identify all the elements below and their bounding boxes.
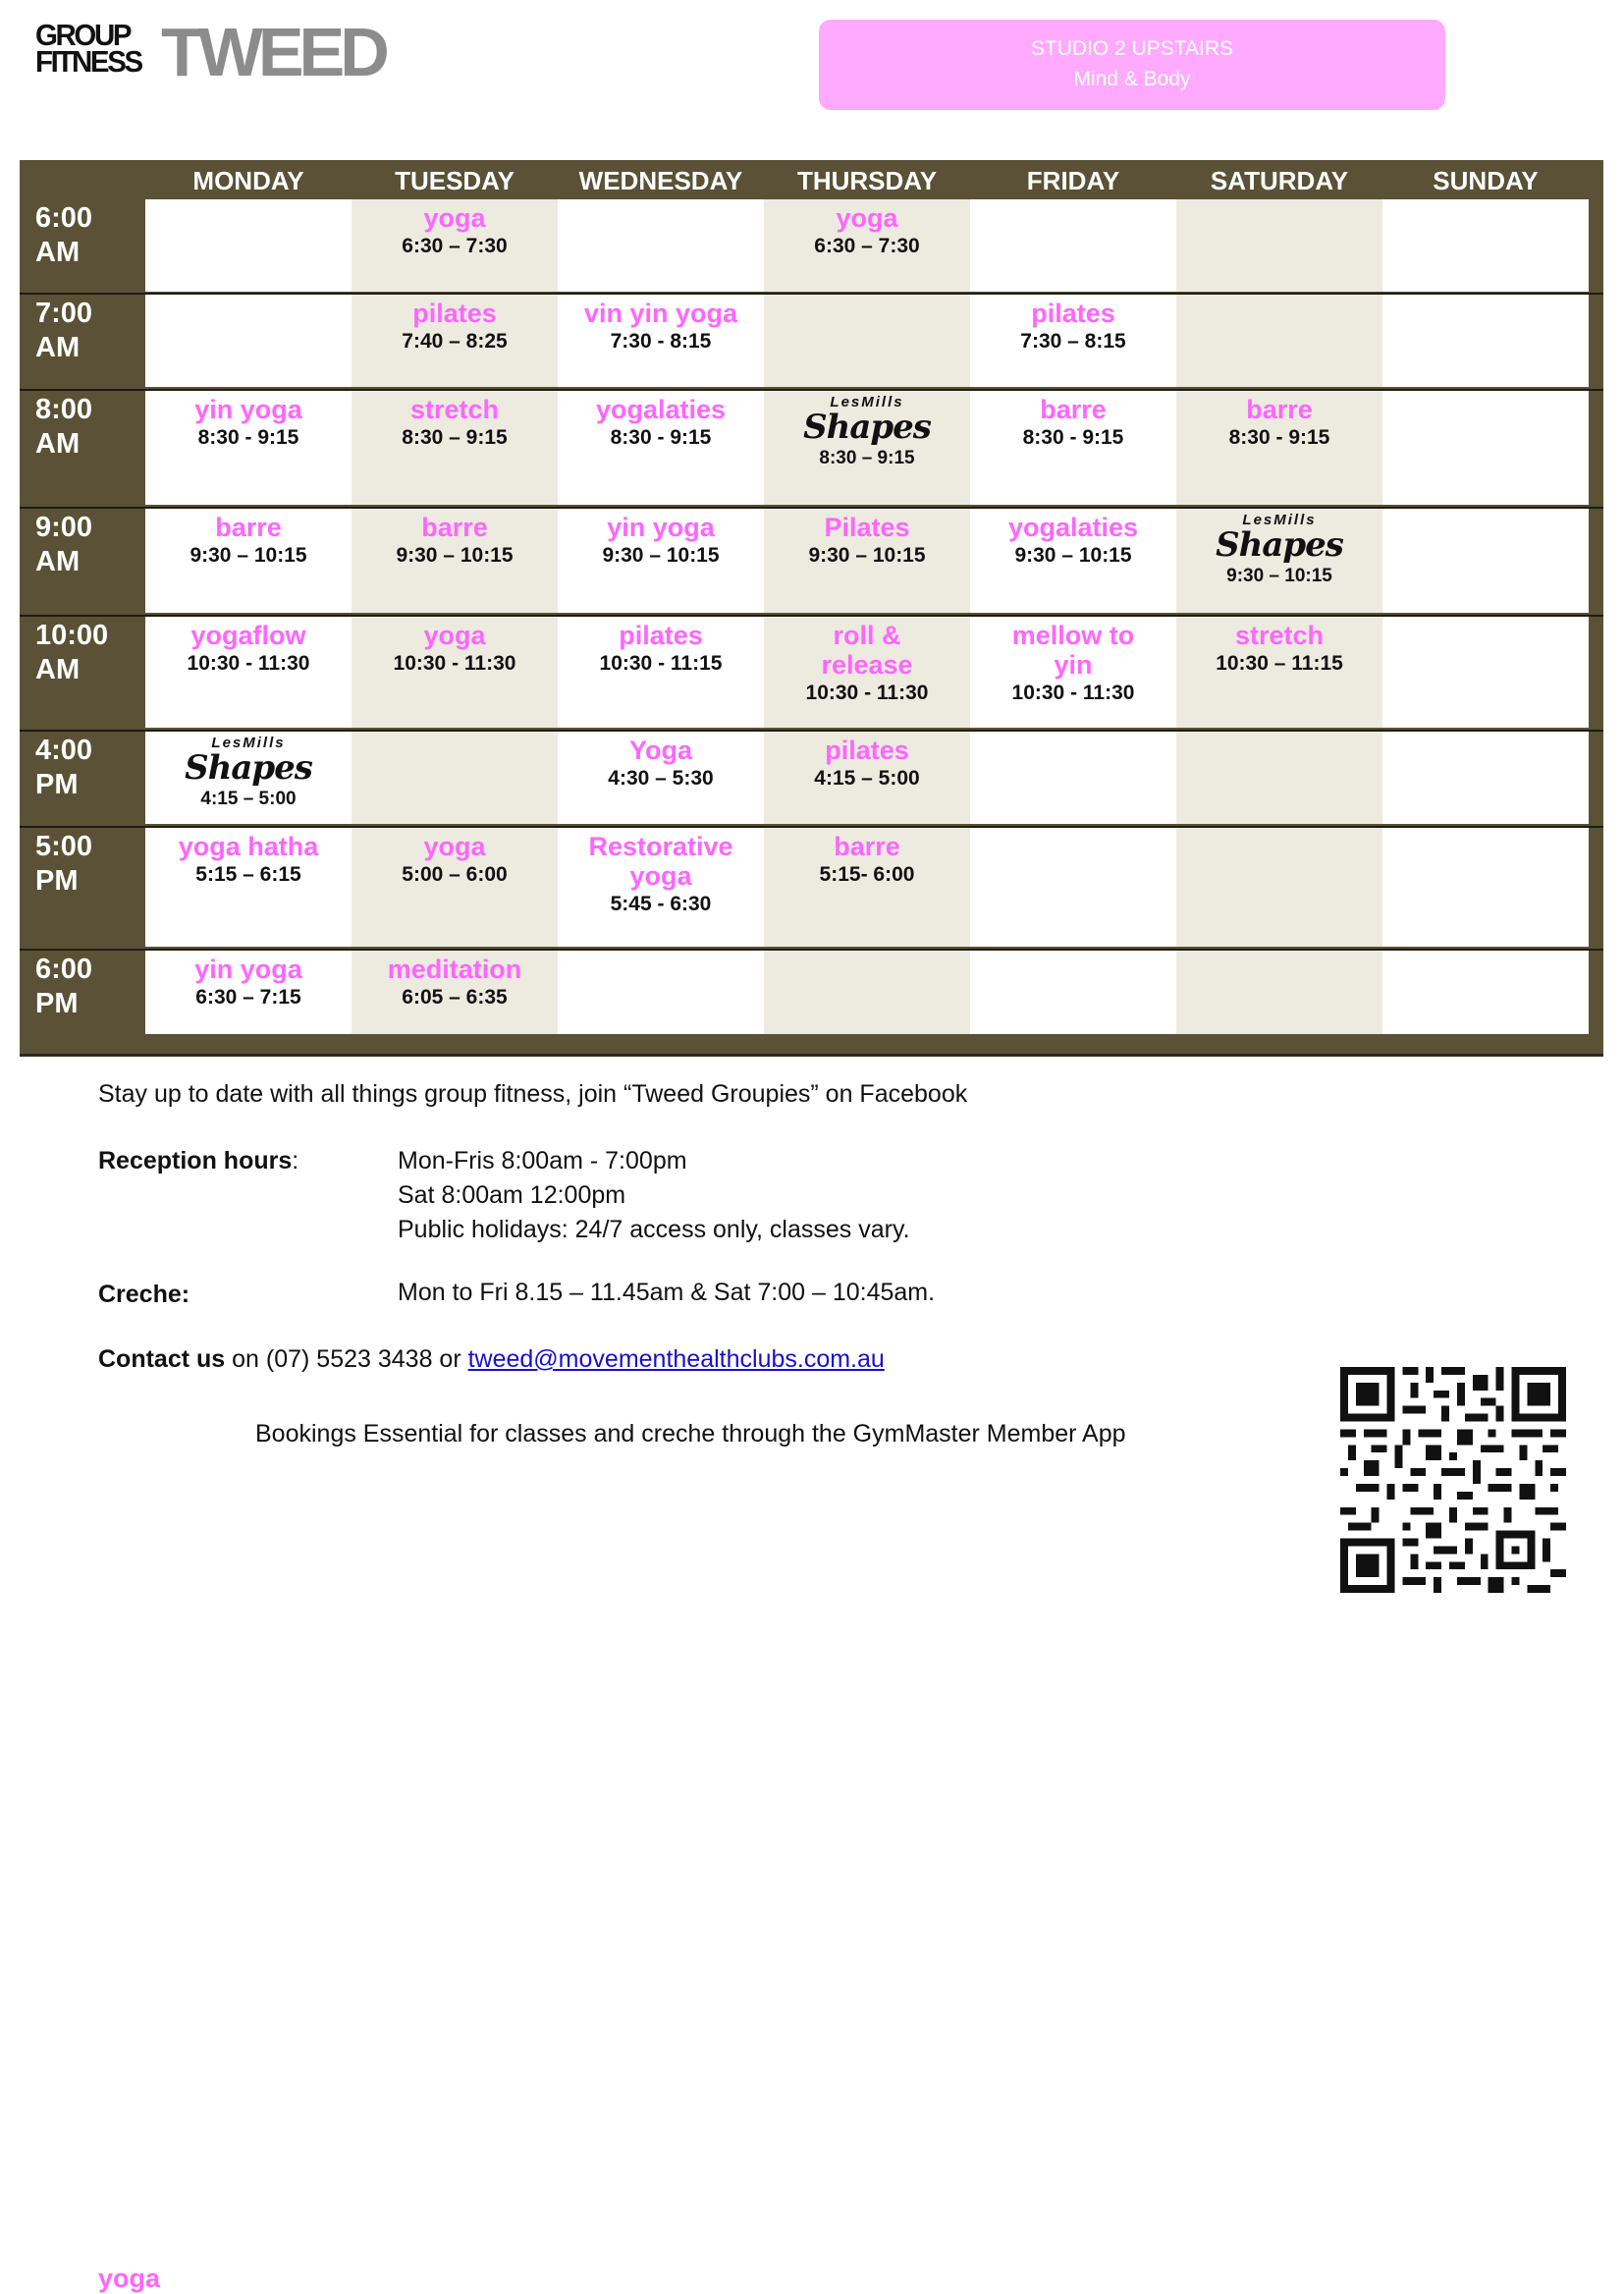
class-name: Yoga <box>628 736 692 765</box>
schedule-cell <box>1382 828 1589 947</box>
class-name: yogalaties <box>1007 513 1139 542</box>
schedule-cell <box>1176 732 1382 824</box>
time-label: 4:00 PM <box>35 735 93 800</box>
qr-code-icon[interactable] <box>1339 1367 1567 1593</box>
class-time: 5:15- 6:00 <box>819 863 915 886</box>
class-time: 6:30 – 7:30 <box>402 235 508 257</box>
schedule-cell <box>1176 828 1382 947</box>
class-name: stretch <box>409 395 500 424</box>
schedule-cell <box>558 295 764 387</box>
class-time: 5:45 - 6:30 <box>610 893 712 915</box>
schedule-cell <box>352 295 558 387</box>
day-header-saturday: SATURDAY <box>1210 166 1349 195</box>
class-name: meditation <box>387 955 522 984</box>
schedule-cell <box>352 199 558 292</box>
schedule-cell <box>558 509 764 613</box>
schedule-cell <box>558 391 764 505</box>
schedule-cell <box>145 391 352 505</box>
schedule-cell <box>1176 617 1382 728</box>
class-time: 9:30 – 10:15 <box>1014 544 1132 567</box>
class-time: 7:30 - 8:15 <box>610 330 712 353</box>
class-time: 10:30 - 11:15 <box>599 652 723 675</box>
schedule-cell <box>970 199 1176 292</box>
class-time: 8:30 - 9:15 <box>1022 426 1124 449</box>
schedule-cell <box>764 828 970 947</box>
class-time: 4:15 – 5:00 <box>814 767 920 790</box>
bookings-note: Bookings Essential for classes and creche through the GymMaster Member App <box>255 1420 1126 1447</box>
schedule-cell <box>145 199 352 292</box>
les-mills-shapes-logo: LesMills Shapes <box>803 394 931 447</box>
class-name: pilates <box>619 621 703 650</box>
time-label: 8:00 AM <box>35 394 93 460</box>
schedule-cell <box>558 732 764 824</box>
class-time: 9:30 – 10:15 <box>602 544 720 567</box>
schedule-cell <box>1176 199 1382 292</box>
class-time: 7:30 – 8:15 <box>1020 330 1126 353</box>
class-time: 6:05 – 6:35 <box>402 986 508 1009</box>
class-name: yoga <box>836 203 898 233</box>
schedule-cell <box>145 617 352 728</box>
class-name: yoga <box>423 832 486 861</box>
day-header-monday: MONDAY <box>192 166 304 195</box>
class-name: vin yin yoga <box>583 299 738 328</box>
day-header-friday: FRIDAY <box>1026 166 1120 195</box>
schedule-cell <box>1382 509 1589 613</box>
facebook-note: Stay up to date with all things group fitness, join “Tweed Groupies” on Facebook <box>98 1080 968 1108</box>
class-time: 10:30 - 11:30 <box>805 682 929 704</box>
class-time: 8:30 - 9:15 <box>610 426 712 449</box>
schedule-cell <box>1382 391 1589 505</box>
class-time: 10:30 – 11:15 <box>1216 652 1343 675</box>
class-name: barre <box>834 832 900 861</box>
time-label: 7:00 AM <box>35 298 93 363</box>
schedule-cell <box>1176 509 1382 613</box>
schedule-cell <box>970 617 1176 728</box>
class-time: 9:30 – 10:15 <box>189 544 307 567</box>
class-name: yogaflow <box>190 621 306 650</box>
schedule-cell <box>558 617 764 728</box>
class-name: barre <box>1040 395 1107 424</box>
schedule-cell <box>352 828 558 947</box>
schedule-cell <box>145 828 352 947</box>
schedule-cell <box>764 391 970 505</box>
class-time: 9:30 – 10:15 <box>396 544 514 567</box>
les-mills-shapes-logo: LesMills Shapes <box>1216 512 1343 565</box>
class-name: pilates <box>412 299 497 328</box>
schedule-cell <box>764 951 970 1034</box>
time-label: 9:00 AM <box>35 512 93 577</box>
schedule-cell <box>352 732 558 824</box>
studio-subtitle: Mind & Body <box>1073 68 1191 90</box>
schedule-cell <box>1382 951 1589 1034</box>
class-time: 10:30 - 11:30 <box>393 652 516 675</box>
class-time: 5:00 – 6:00 <box>402 863 508 886</box>
class-time: 10:30 - 11:30 <box>1011 682 1135 704</box>
schedule-cell <box>145 295 352 387</box>
class-time: 9:30 – 10:15 <box>1226 566 1332 586</box>
class-name: yoga <box>423 621 486 650</box>
day-header-wednesday: WEDNESDAY <box>578 166 743 195</box>
reception-label: Reception hours: <box>98 1147 299 1174</box>
class-name: pilates <box>825 736 909 765</box>
class-time: 9:30 – 10:15 <box>808 544 926 567</box>
class-time: 8:30 – 9:15 <box>402 426 508 449</box>
class-name: barre <box>421 513 488 542</box>
schedule-cell <box>558 199 764 292</box>
studio-title: STUDIO 2 UPSTAIRS <box>1030 37 1234 60</box>
time-label: 6:00 AM <box>35 202 93 268</box>
schedule-cell <box>764 295 970 387</box>
schedule-cell <box>764 617 970 728</box>
class-name: barre <box>1246 395 1313 424</box>
class-time: 4:30 – 5:30 <box>608 767 714 790</box>
schedule-cell <box>764 509 970 613</box>
class-name: Restorative yoga <box>588 832 733 891</box>
logo-tweed: TWEED <box>161 14 385 90</box>
class-time: 5:15 – 6:15 <box>195 863 301 886</box>
schedule-cell <box>1382 295 1589 387</box>
class-name: yin yoga <box>194 955 302 984</box>
day-header-thursday: THURSDAY <box>796 166 938 195</box>
creche-label: Creche: <box>98 1281 190 1308</box>
class-name: pilates <box>1031 299 1115 328</box>
contact-line: Contact us on (07) 5523 3438 or tweed@movementhealthclubs.com.au <box>98 1345 885 1373</box>
schedule-cell <box>352 509 558 613</box>
schedule-cell <box>970 828 1176 947</box>
class-name: yoga hatha <box>178 832 319 861</box>
class-name: yin yoga <box>194 395 302 424</box>
contact-email-link[interactable]: tweed@movementhealthclubs.com.au <box>467 1345 885 1373</box>
schedule-cell <box>1176 951 1382 1034</box>
schedule-cell <box>764 732 970 824</box>
class-time: 8:30 – 9:15 <box>819 448 915 468</box>
class-time: 4:15 – 5:00 <box>200 789 297 809</box>
schedule-cell <box>558 951 764 1034</box>
schedule-cell <box>352 617 558 728</box>
schedule-cell <box>764 199 970 292</box>
schedule-cell <box>1176 295 1382 387</box>
class-time: 6:30 – 7:30 <box>814 235 920 257</box>
schedule-cell <box>352 951 558 1034</box>
schedule-cell <box>145 951 352 1034</box>
class-name: roll & release <box>821 621 913 680</box>
schedule-cell <box>1176 391 1382 505</box>
class-time: 8:30 - 9:15 <box>197 426 299 449</box>
class-name: stretch <box>1234 621 1325 650</box>
schedule-cell <box>970 509 1176 613</box>
class-name: yin yoga <box>607 513 715 542</box>
schedule-cell <box>145 732 352 824</box>
schedule-cell <box>970 732 1176 824</box>
class-time: 7:40 – 8:25 <box>402 330 508 353</box>
footer-label: yoga <box>98 2264 161 2293</box>
schedule-cell <box>970 391 1176 505</box>
reception-hours: Mon-Fris 8:00am - 7:00pm Sat 8:00am 12:00pm Public holidays: 24/7 access only, classes vary. <box>398 1147 910 1243</box>
day-header-sunday: SUNDAY <box>1433 166 1539 195</box>
class-name: mellow to yin <box>1011 621 1135 680</box>
schedule-cell <box>145 509 352 613</box>
schedule-cell <box>352 391 558 505</box>
schedule-cell <box>970 951 1176 1034</box>
time-label: 6:00 PM <box>35 954 93 1019</box>
schedule-cell <box>970 295 1176 387</box>
class-time: 8:30 - 9:15 <box>1228 426 1330 449</box>
schedule-cell <box>1382 199 1589 292</box>
time-label: 10:00 AM <box>35 620 109 685</box>
class-time: 10:30 - 11:30 <box>187 652 310 675</box>
les-mills-shapes-logo: LesMills Shapes <box>185 735 312 788</box>
time-label: 5:00 PM <box>35 831 93 897</box>
class-time: 6:30 – 7:15 <box>195 986 301 1009</box>
class-name: yogalaties <box>595 395 727 424</box>
class-name: barre <box>215 513 282 542</box>
day-header-tuesday: TUESDAY <box>395 166 514 195</box>
schedule-cell <box>1382 732 1589 824</box>
logo-group-fitness: GROUP FITNESS <box>35 18 141 79</box>
class-name: yoga <box>423 203 486 233</box>
studio-banner <box>819 20 1445 110</box>
class-name: Pilates <box>824 513 910 542</box>
schedule-cell <box>558 828 764 947</box>
creche-hours: Mon to Fri 8.15 – 11.45am & Sat 7:00 – 10:45am. <box>398 1279 936 1306</box>
schedule-cell <box>1382 617 1589 728</box>
